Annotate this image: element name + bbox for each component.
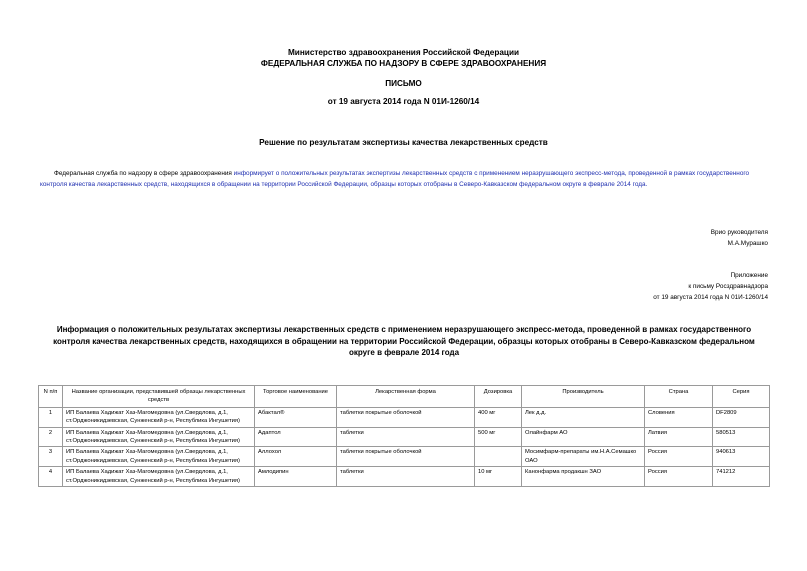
table-cell: таблетки покрытые оболочкой <box>337 447 475 467</box>
intro-lead: Федеральная служба по надзору в сфере здравоохранения <box>54 170 232 177</box>
table-cell: Аллохол <box>255 447 337 467</box>
table-cell: 580513 <box>713 427 770 447</box>
appendix-line-2: к письму Росздравнадзора <box>688 283 768 290</box>
document-subject: Решение по результатам экспертизы качества лекарственных средств <box>259 138 548 147</box>
table-header-row <box>39 386 770 408</box>
appendix-line-3: от 19 августа 2014 года N 01И-1260/14 <box>653 294 768 301</box>
table-cell: Адаптол <box>255 427 337 447</box>
document-type: ПИСЬМО <box>385 79 422 88</box>
column-header: Название организации, представившей образцы лекарственных средств <box>63 386 255 408</box>
table-cell: 400 мг <box>475 407 522 427</box>
table-cell: DF2809 <box>713 407 770 427</box>
column-header: Страна <box>645 386 713 408</box>
appendix-line-1: Приложение <box>730 272 768 279</box>
table-cell: ИП Балаева Хадижат Хаз-Магомедовна (ул.Свердлова, д.1, ст.Орджоникидзевская, Сунженский р-н, Республика Ингушетия) <box>63 407 255 427</box>
table-cell: 3 <box>39 447 63 467</box>
service-title: ФЕДЕРАЛЬНАЯ СЛУЖБА ПО НАДЗОРУ В СФЕРЕ ЗДРАВООХРАНЕНИЯ <box>260 59 547 68</box>
signature-position: Врио руководителя <box>710 229 768 236</box>
table-row <box>39 447 770 467</box>
table-cell: ИП Балаева Хадижат Хаз-Магомедовна (ул.Свердлова, д.1, ст.Орджоникидзевская, Сунженский р-н, Республика Ингушетия) <box>63 467 255 487</box>
signature-block <box>711 227 768 249</box>
table-cell: Канонфарма продакшн ЗАО <box>522 467 645 487</box>
table-cell: 2 <box>39 427 63 447</box>
table-cell: 1 <box>39 407 63 427</box>
column-header: N п/п <box>39 386 63 408</box>
ministry-title: Министерство здравоохранения Российской Федерации <box>287 48 520 57</box>
table-row <box>39 467 770 487</box>
intro-body: информирует о положительных результатах экспертизы лекарственных средств с применением неразрушающего экспресс-метода, проведенной в рамках государственного контроля качества лекарственных средств, находящихся в обращении на территории Российской Федерации, образцы которых отобраны в Северо-Кавказском федеральном округе в феврале 2014 года. <box>40 170 750 188</box>
table-cell: 741212 <box>713 467 770 487</box>
info-title: Информация о положительных результатах экспертизы лекарственных средств с применением неразрушающего экспресс-метода, проведенной в рамках государственного контроля качества лекарственных средств, находящихся в обращении на территории Российской Федерации, образцы которых отобраны в Северо-Кавказском федеральном округе в феврале 2014 года <box>53 325 755 357</box>
table-cell: ИП Балаева Хадижат Хаз-Магомедовна (ул.Свердлова, д.1, ст.Орджоникидзевская, Сунженский р-н, Республика Ингушетия) <box>63 427 255 447</box>
table-cell: таблетки <box>337 467 475 487</box>
results-table <box>38 385 770 487</box>
intro-paragraph <box>40 168 768 190</box>
table-cell: Мосимфарм-препараты им.Н.А.Семашко ОАО <box>522 447 645 467</box>
table-row <box>39 407 770 427</box>
table-cell: таблетки покрытые оболочкой <box>337 407 475 427</box>
document-date-number: от 19 августа 2014 года N 01И-1260/14 <box>327 97 480 106</box>
column-header: Лекарственная форма <box>337 386 475 408</box>
table-cell: Олайнфарм АО <box>522 427 645 447</box>
signature-name: М.А.Мурашко <box>727 240 768 247</box>
table-cell: Россия <box>645 467 713 487</box>
table-cell: 500 мг <box>475 427 522 447</box>
table-cell: таблетки <box>337 427 475 447</box>
table-cell: 10 мг <box>475 467 522 487</box>
column-header: Серия <box>713 386 770 408</box>
table-cell: 4 <box>39 467 63 487</box>
column-header: Торговое наименование <box>255 386 337 408</box>
table-cell: Словения <box>645 407 713 427</box>
table-cell: Абактал® <box>255 407 337 427</box>
column-header: Дозировка <box>475 386 522 408</box>
table-cell: Латвия <box>645 427 713 447</box>
table-cell: Россия <box>645 447 713 467</box>
table-cell <box>475 447 522 467</box>
table-cell: Лек д.д. <box>522 407 645 427</box>
table-cell: Амлодипин <box>255 467 337 487</box>
table-cell: 940613 <box>713 447 770 467</box>
column-header: Производитель <box>522 386 645 408</box>
table-row <box>39 427 770 447</box>
table-cell: ИП Балаева Хадижат Хаз-Магомедовна (ул.Свердлова, д.1, ст.Орджоникидзевская, Сунженский р-н, Республика Ингушетия) <box>63 447 255 467</box>
appendix-block <box>653 270 768 303</box>
